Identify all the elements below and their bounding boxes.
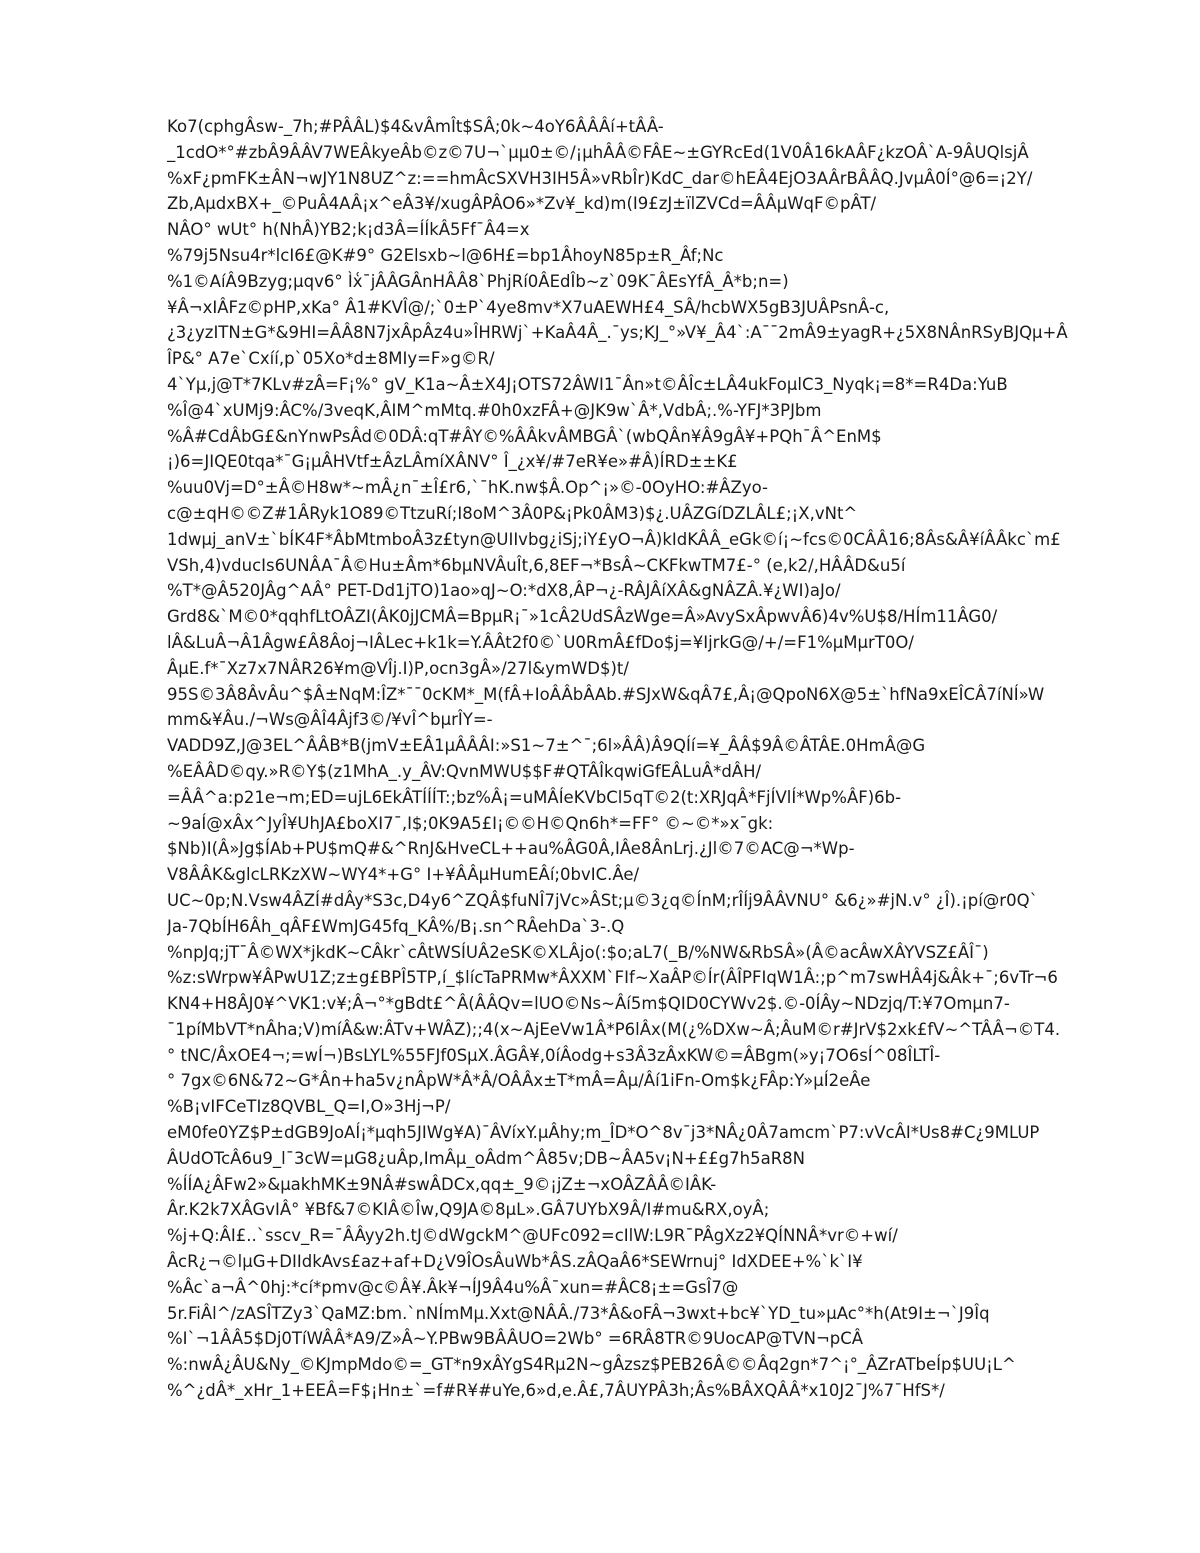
document-body <box>167 114 1127 1404</box>
text-line: ° tNC/ÂxOE4¬;=wÍ¬)BsLYL%55FJf0SµX.ÂGÂ¥,0íÂodg+s3Â3zÂxKW©=ÂBgm(»y¡7O6sÍ^08ÎLTÎ- <box>167 1045 941 1065</box>
text-line: c@±qH©©Z#1ÂRyk1O89©TtzuRí;I8oM^3Â0P&¡Pk0ÂM3)$¿.UÂZGíDZLÂL£;¡X,vNt^ <box>167 503 858 523</box>
text-line: Zb,AµdxBX+_©PuÂ4AÂ¡x^eÂ3¥/xugÂPÂO6»*Zv¥_kd)m(I9£zJ±ïlZVCd=ÂÂµWqF©pÂT/ <box>167 194 877 214</box>
text-line: 1dwµj_anV±`bÍK4F*ÂbMtmboÂ3z£tyn@UIIvbg¿iSj;iY£yO¬Â)kIdKÂÂ_eGk©í¡~fcs©0CÂÂ16;8Âs&Â¥íÂÂkc`m£ <box>167 529 1061 549</box>
text-line: Ja-7QbÍH6Âh_qÂF£WmJG45fq_KÂ%/B¡.sn^RÂehDa`3-.Q <box>167 916 625 936</box>
text-line: %Î@4`xUMj9:ÂC%/3veqK,ÂIM^mMtq.#0h0xzFÂ+@JK9w`Â*,VdbÂ;.%-YFJ*3PJbm <box>167 400 822 420</box>
text-line: %xF¿pmFK±ÂN¬wJY1N8UZ^z:==hmÂcSXVH3IH5Â»vRbÎr)KdC_dar©hEÂ4EjO3AÂrBÂÂQ.JvµÂ0Í°@6=¡2Y/ <box>167 168 1033 188</box>
text-line: VSh,4)vducIs6UNÂA¯Â©Hu±Âm*6bµNVÂuÎt,6,8EF¬*BsÂ~CKFkwTM7£-° (e,k2/,HÂÂD&u5í <box>167 555 906 575</box>
text-line: %:nwÂ¿ÂU&Ny_©KJmpMdo©=_GT*n9xÂYgS4Rµ2N~gÂzsz$PEB26Â©©Âq2gn*7^¡°_ÂZrATbeÍp$UU¡L^ <box>167 1355 1016 1375</box>
text-line: Âr.K2k7XÂGvIÂ° ¥Bf&7©KIÂ©Îw,Q9JA©8µL».GÂ7UYbX9Â/I#mu&RX,oyÂ; <box>167 1200 770 1220</box>
text-line: %ÍÍA¿ÂFw2»&µakhMK±9NÂ#swÂDCx,qq±_9©¡jZ±¬xOÂZÂÂ©IÂK- <box>167 1174 717 1194</box>
text-line: ~9aÍ@xÂx^JyÎ¥UhJA£boXI7¯,I$;0K9A5£I¡©©H©Qn6h*=FF° ©~©*»x¯gk: <box>167 813 774 833</box>
text-line: %I`¬1ÂÂ5$Dj0TíWÂÂ*A9/Z»Â~Y.PBw9BÂÂUO=2Wb° =6RÂ8TR©9UocAP@TVN¬pCÂ <box>167 1329 864 1349</box>
text-line: ¯1píMbVT*nÂha;V)míÂ&w:ÂTv+WÂZ);;4(x~AjEeVw1Â*P6lÂx(M(¿%DXw~Â;ÂuM©r#JrV$2xk£fV~^TÂÂ¬©T4. <box>167 1019 1061 1039</box>
text-line: %Â#CdÂbG£&nYnwPsÂd©0DÂ:qT#ÂY©%ÂÂkvÂMBGÂ`(wbQÂn¥Â9gÂ¥+PQh¯Â^EnM$ <box>167 426 882 446</box>
text-line: lÂ&LuÂ¬Â1Âgw£Â8Âoj¬IÂLec+k1k=Y.ÂÂt2f0©`U0RmÂ£fDo$j=¥IjrkG@/+/=F1%µMµrT0O/ <box>167 632 914 652</box>
text-line: 5r.FiÂl^/zASÎTZy3`QaMZ:bm.`nNÍmMµ.Xxt@NÂÂ./73*Â&oFÂ¬3wxt+bc¥`YD_tu»µAc°*h(At9I±¬`J9Îq <box>167 1303 990 1323</box>
text-line: ÂcR¿¬©lµG+DIIdkAvs£az+af+D¿V9ÎOsÂuWb*ÂS.zÂQaÂ6*SEWrnuj° IdXDEE+%`k`I¥ <box>167 1252 863 1272</box>
text-line: ¡)6=JIQE0tqa*¯G¡µÂHVtf±ÂzLÂmíXÂNV° Î_¿x¥/#7eR¥e»#Â)ÍRD±±K£ <box>167 452 738 472</box>
text-line: VADD9Z,J@3EL^ÂÂB*B(jmV±EÂ1µÂÂÂI:»S1~7±^¯;6l»ÂÂ)Â9QÍí=¥_ÂÂ$9Â©ÂTÂE.0HmÂ@G <box>167 736 926 756</box>
text-line: ¥Â¬xIÂFz©pHP,xKa° Â1#KVÎ@/;`0±P`4ye8mv*X7uAEWH£4_SÂ/hcbWX5gB3JUÂPsnÂ-c, <box>167 297 890 317</box>
text-line: V8ÂÂK&glcLRKzXW~WY4*+G° I+¥ÂÂµHumEÂí;0bvIC.Âe/ <box>167 865 640 885</box>
text-line: $Nb)I(Â»Jg$ÍAb+PU$mQ#&^RnJ&HveCL++au%ÂG0Â,IÂe8ÂnLrj.¿Jl©7©AC@¬*Wp- <box>167 839 855 859</box>
text-line: 4`Yµ,j@T*7KLv#zÂ=F¡%° gV_K1a~Â±X4J¡OTS72ÂWI1¯Ân»t©ÂÎc±LÂ4ukFoµlC3_Nyqk¡=8*=R4Da:YuB <box>167 374 1008 394</box>
text-line: %Âc`a¬Â^0hj:*cí*pmv@c©Â¥.Âk¥¬ÍJ9Â4u%Â¯xun=#ÂC8¡±=GsÎ7@ <box>167 1277 739 1297</box>
text-line: ¿3¿yzITN±G*&9HI=ÂÂ8N7jxÂpÂz4u»ÎHRWj`+KaÂ4Â_.¯ys;KJ_°»V¥_Â4`:A¯¯2mÂ9±yagR+¿5X8NÂnRSyBJQµ+Â <box>167 323 1068 343</box>
text-line: %npJq;jT¯Â©WX*jkdK~CÂkr`cÂtWSÍUÂ2eSK©XLÂjo(:$o;aL7(_B/%NW&RbSÂ»(Â©acÂwXÂYVSZ£ÂÎ¯) <box>167 942 989 962</box>
text-line: mm&¥Âu./¬Ws@ÂÎ4Âjf3©/¥vÎ^bµrÎY=- <box>167 710 493 730</box>
text-line: =ÂÂ^a:p21e¬m;ED=ujL6EkÂTÍÍÍT:;bz%Â¡=uMÂÍeKVbCl5qT©2(t:XRJqÂ*FjÍVlÍ*Wp%ÂF)6b- <box>167 787 902 807</box>
text-line: %T*@Â520JÂg^AÂ° PET-Dd1jTO)1ao»qJ~O:*dX8,ÂP¬¿-RÂJÂíXÂ&gNÂZÂ.¥¿WI)aJo/ <box>167 581 841 601</box>
text-line: %1©AíÂ9Bzyg;µqv6° Ìx͑¯jÂÂGÂnHÂÂ8`PhjRí0ÂEdÎb~z`09K¯ÂEsYfÂ_Â*b;n=) <box>167 271 789 291</box>
text-line: Grd8&`M©0*qqhfLtOÂZI(ÂK0jJCMÂ=BpµR¡¯»1cÂ2UdSÂzWge=Â»AvySxÂpwvÂ6)4v%U$8/HÍm11ÂG0/ <box>167 607 998 627</box>
text-line: %j+Q:ÂI£..`sscv_R=¯ÂÂyy2h.tJ©dWgckM^@UFc092=cIlW:L9R¯PÂgXz2¥QÍNNÂ*vr©+wí/ <box>167 1226 898 1246</box>
text-line: eM0fe0YZ$P±dGB9JoAÍ¡*µqh5JIWg¥A)¯ÂVíxY.µÂhy;m_ÎD*O^8v¯j3*NÂ¿0Â7amcm`P7:vVcÂI*Us8#C¿9MLUP <box>167 1123 1040 1143</box>
text-line: _1cdO*°#zbÂ9ÂÂV7WEÂkyeÂb©z©7U¬`µµ0±©/¡µhÂÂ©FÂE~±GYRcEd(1V0Â16kAÂF¿kzOÂ`A-9ÂUQlsjÂ <box>167 142 1029 162</box>
text-line: ÂUdOTcÂ6u9_l¯3cW=µG8¿uÂp,ImÂµ_oÂdm^Â85v;DB~ÂA5v¡N+££g7h5aR8N <box>167 1148 806 1168</box>
text-line: ÂµE.f*¯Xz7x7NÂR26¥m@VÎj.I)P,ocn3gÂ»/27l&ymWD$)t/ <box>167 658 629 678</box>
text-line: %79j5Nsu4r*lcI6£@K#9° G2Elsxb~l@6H£=bp1ÂhoyN85p±R_Âf;Nc <box>167 245 724 265</box>
text-line: %z:sWrpw¥ÂPwU1Z;z±g£BPÎ5TP,í_$lícTaPRMw*ÂXXM`FIf~XaÂP©Ír(ÂÎPFIqW1Â:;p^m7swHÂ4j&Âk+¯;6vTr¬6 <box>167 968 1058 988</box>
text-line: ° 7gx©6N&72~G*Ân+ha5v¿nÂpW*Â*Â/OÂÂx±T*mÂ=Âµ/Âí1iFn-Om$k¿FÂp:Y»µÍ2eÂe <box>167 1071 871 1091</box>
text-line: %^¿dÂ*_xHr_1+EEÂ=F$¡Hn±`=f#R¥#uYe,6»d,e.Â£,7ÂUYPÂ3h;Âs%BÂXQÂÂ*x10J2¯J%7¯HfS*/ <box>167 1381 945 1401</box>
text-line: 95S©3Â8ÂvÂu^$Â±NqM:ÎZ*¯¯0cKM*_M(fÂ+IoÂÂbÂAb.#SJxW&qÂ7£,Â¡@QpoN6X@5±`hfNa9xEÎCÂ7íNÍ»W <box>167 684 1045 704</box>
text-line: %uu0Vj=D°±Â©H8w*~mÂ¿n¯±Î£r6,`¯hK.nw$Â.Op^¡»©-0OyHO:#ÂZyo- <box>167 478 768 498</box>
text-line: %EÂÂD©qy.»R©Y$(z1MhA_.y_ÂV:QvnMWU$$F#QTÂÎkqwiGfEÂLuÂ*dÂH/ <box>167 761 762 781</box>
text-line: UC~0p;N.Vsw4ÂZÍ#dÂy*S3c,D4y6^ZQÂ$fuNÎ7jVc»ÂSt;µ©3¿q©ÍnM;rÎÍj9ÂÂVNU° &6¿»#jN.v° ¿Î).¡pí@r0Q` <box>167 890 1038 910</box>
text-line: KN4+H8ÂJ0¥^VK1:v¥;Â¬°*gBdt£^Â(ÂÂQv=lUO©Ns~Âí5m$QID0CYWv2$.©-0ÍÂy~NDzjq/T:¥7Omµn7- <box>167 994 1010 1014</box>
text-line: Ko7(cphgÂsw-_7h;#PÂÂL)$4&vÂmÎt$SÂ;0k~4oY6ÂÂÂí+tÂÂ- <box>167 117 664 136</box>
text-line: %B¡vIFCeTIz8QVBL_Q=I,O»3Hj¬P/ <box>167 1097 451 1117</box>
text-line: ÎP&° A7e`Cxíí,p`05Xo*d±8MIy=F»g©R/ <box>167 349 495 369</box>
text-line: NÂO° wUt° h(NhÂ)YB2;k¡d3Â=ÍÍkÂ5Ff¯Â4=x <box>167 220 530 240</box>
